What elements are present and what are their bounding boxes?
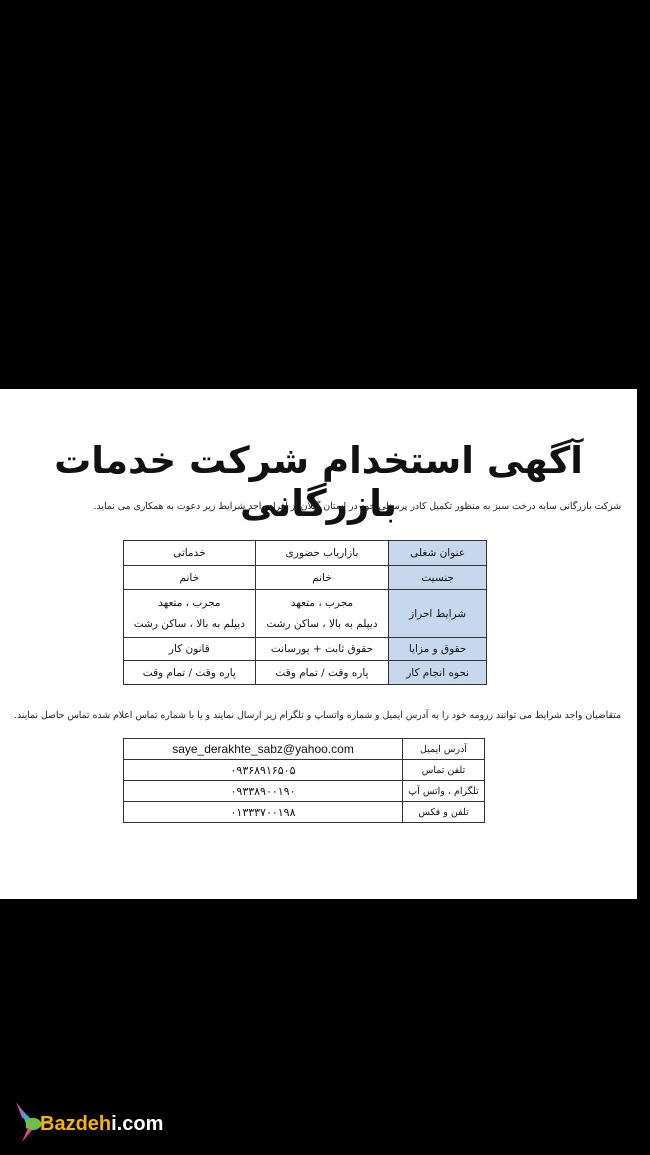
cell-work-type-b: پاره وقت / تمام وقت [124, 661, 256, 685]
header-work-type: نحوه انجام کار [389, 661, 487, 685]
messenger-value[interactable]: ۰۹۳۳۸۹۰۰۱۹۰ [124, 781, 403, 802]
email-label: آدرس ایمیل [403, 739, 485, 760]
header-job-title: عنوان شغلی [389, 541, 487, 566]
cell-job-a: بازاریاب حضوری [255, 541, 389, 566]
fax-label: تلفن و فکس [403, 802, 485, 823]
ad-intro: شرکت بازرگانی سایه درخت سبز به منظور تکمیل کادر پرسنلی خود در استان گیلان از افراد واجد شرایط زیر دعوت به همکاری می نماید. [93, 501, 621, 512]
job-ad-document [0, 389, 637, 899]
cell-salary-b: قانون کار [124, 638, 256, 661]
cell-job-b: خدماتی [124, 541, 256, 566]
fax-value[interactable]: ۰۱۳۳۳۷۰۰۱۹۸ [124, 802, 403, 823]
header-requirements: شرایط احراز [389, 590, 487, 638]
phone-value[interactable]: ۰۹۳۶۸۹۱۶۵۰۵ [124, 760, 403, 781]
contact-table [123, 738, 485, 823]
jobs-table [123, 540, 487, 685]
cell-work-type-a: پاره وقت / تمام وقت [255, 661, 389, 685]
ad-title: آگهی استخدام شرکت خدمات بازرگانی [54, 439, 583, 525]
watermark-logo: Bazdehi.com [40, 1113, 164, 1135]
cell-salary-a: حقوق ثابت + پورسانت [255, 638, 389, 661]
email-value[interactable]: saye_derakhte_sabz@yahoo.com [124, 739, 403, 760]
phone-label: تلفن تماس [403, 760, 485, 781]
messenger-label: تلگرام ، واتس آپ [403, 781, 485, 802]
cell-gender-a: خانم [255, 566, 389, 590]
cell-requirements-b: مجرب ، متعهد دیپلم به بالا ، ساکن رشت [124, 590, 256, 638]
cell-gender-b: خانم [124, 566, 256, 590]
contact-intro: متقاضیان واجد شرایط می توانند رزومه خود را به آدرس ایمیل و شماره واتساپ و تلگرام زیر ارسال نمایند و یا با شماره تماس اعلام شده تماس حاصل نمایند. [13, 710, 621, 721]
cell-requirements-a: مجرب ، متعهد دیپلم به بالا ، ساکن رشت [255, 590, 389, 638]
header-gender: جنسیت [389, 566, 487, 590]
header-salary: حقوق و مزایا [389, 638, 487, 661]
